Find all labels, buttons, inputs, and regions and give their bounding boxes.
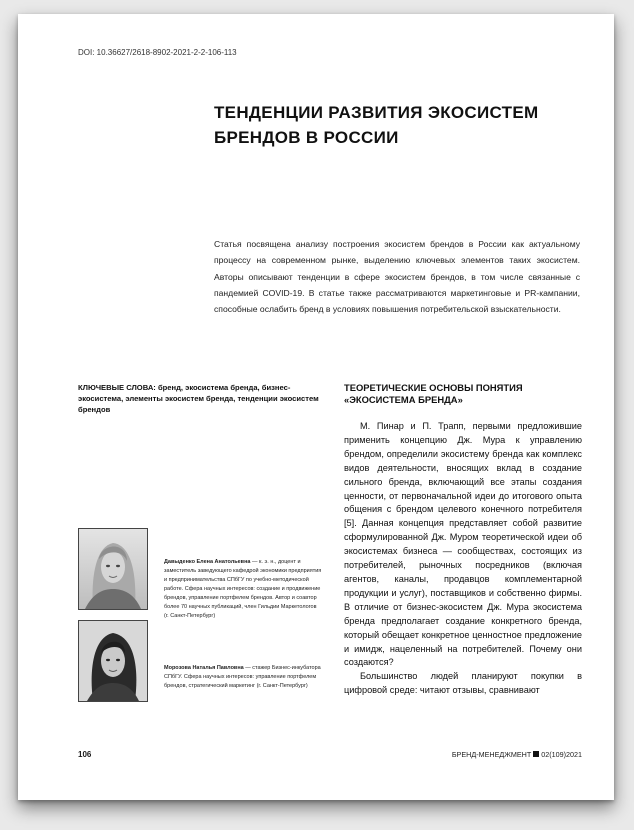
- author-2-info: [164, 664, 322, 691]
- section-title: [344, 382, 584, 406]
- journal-issue: 02(109)2021: [541, 750, 582, 759]
- article-title-line-2: БРЕНДОВ В РОССИИ: [214, 128, 399, 147]
- author-1-name: Давыденко Елена Анатольевна: [164, 559, 251, 565]
- page-number: 106: [78, 750, 92, 759]
- author-portrait-2-image: [79, 621, 147, 701]
- article-body: [344, 420, 582, 698]
- author-2-bio: — стажер Бизнес-инкубатора СПбГУ. Сфера научных интересов: управление портфелем брендов, стратегический маркетинг (г. Санкт-Петербург): [164, 665, 321, 689]
- author-1-info: [164, 558, 322, 621]
- article-title: [214, 100, 574, 150]
- section-title-line-2: «ЭКОСИСТЕМА БРЕНДА»: [344, 394, 463, 405]
- author-photo-2: [78, 620, 148, 702]
- document-page: [18, 14, 614, 800]
- square-separator-icon: [533, 751, 539, 757]
- article-title-line-1: ТЕНДЕНЦИИ РАЗВИТИЯ ЭКОСИСТЕМ: [214, 103, 539, 122]
- journal-footer: [452, 750, 582, 759]
- author-photo-1: [78, 528, 148, 610]
- body-paragraph-2: Большинство людей планируют покупки в цифровой среде: читают отзывы, сравнивают: [344, 671, 582, 696]
- body-paragraph-1: М. Пинар и П. Трапп, первыми предложившие применить концепцию Дж. Мура к управлению брендом, определили экосистему бренда как комплекс видов деятельности, вносящих вклад в создание сильного бренда, включающий все этапы создания ценности, от первоначальной идеи до итогового опыта общения с брендом целевого конечного потребителя [5]. Данная концепция представляет собой развитие сформулированной Дж. Муром теоретической идеи об экосистемах бизнеса — сообществах, состоящих из потребителей, рыночных посредников (включая агентов, каналы, продавцов комплементарной продукции и услуг), поставщиков и собственно фирмы. В отличие от бизнес-экосистем Дж. Мура экосистема бренда предполагает создание конкретного бренда, который обещает конкретное ценностное предложение и имидж, нацеленный на потребителей. Почему они создаются?: [344, 421, 582, 668]
- doi-line: DOI: 10.36627/2618-8902-2021-2-2-106-113: [78, 48, 237, 57]
- author-1-bio: — к. э. н., доцент и заместитель заведующего кафедрой экономики предприятия и предпринимательства СПбГУ по учебно-методической работе. Сфера научных интересов: создание и продвижение брендов, управление портфелем брендов. Автор и соавтор более 70 научных публикаций, член Гильдии Маркетологов (г. Санкт-Петербург): [164, 559, 322, 619]
- abstract: Статья посвящена анализу построения экосистем брендов в России как актуальному процессу на современном рынке, выделению ключевых элементов таких экосистем. Авторы описывают тенденции в сфере экосистем брендов, в том числе связанные с пандемией COVID-19. В статье также рассматриваются маркетинговые и PR-кампании, способные ослабить бренд в условиях повышения потребительской взыскательности.: [214, 239, 580, 315]
- author-portrait-1-image: [79, 529, 147, 609]
- section-title-line-1: ТЕОРЕТИЧЕСКИЕ ОСНОВЫ ПОНЯТИЯ: [344, 382, 523, 393]
- journal-name: БРЕНД-МЕНЕДЖМЕНТ: [451, 750, 532, 759]
- keywords: КЛЮЧЕВЫЕ СЛОВА: бренд, экосистема бренда, бизнес-экосистема, элементы экосистем бренда, тенденции экосистем брендов: [78, 383, 319, 414]
- author-2-name: Морозова Наталья Павловна: [164, 665, 244, 671]
